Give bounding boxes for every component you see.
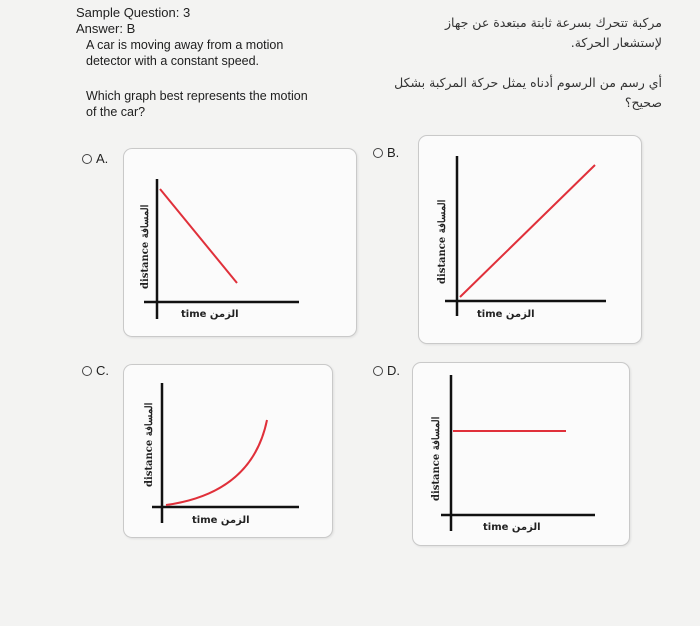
- option-c-graph: [124, 365, 332, 537]
- option-d-graph-card[interactable]: [412, 362, 630, 546]
- option-c-graph-card[interactable]: [123, 364, 333, 538]
- distance-time-curve: [460, 165, 595, 297]
- option-d-graph: [413, 363, 629, 545]
- option-b-label: B.: [387, 145, 400, 160]
- x-axis-label: time الزمن: [192, 515, 250, 526]
- x-axis-label: time الزمن: [483, 522, 541, 533]
- radio-icon[interactable]: [373, 366, 383, 376]
- distance-time-curve: [166, 420, 267, 505]
- option-a-radio[interactable]: [82, 151, 108, 166]
- radio-icon[interactable]: [82, 154, 92, 164]
- question-arabic-line2: لإستشعار الحركة.: [570, 35, 662, 50]
- question-text-line1: A car is moving away from a motion: [86, 38, 284, 52]
- radio-icon[interactable]: [82, 366, 92, 376]
- answer-label: Answer: B: [76, 21, 136, 36]
- option-a-label: A.: [96, 151, 109, 166]
- sample-question-label: Sample Question: 3: [76, 5, 191, 20]
- x-axis-label: time الزمن: [477, 309, 535, 320]
- option-a-graph: [124, 149, 356, 336]
- option-d-radio[interactable]: [373, 363, 400, 378]
- option-a-graph-card[interactable]: [123, 148, 357, 337]
- option-c-radio[interactable]: [82, 363, 109, 378]
- y-axis-label: distance المسافة: [437, 199, 448, 284]
- question-prompt-line1: Which graph best represents the motion: [86, 89, 308, 103]
- option-b-graph-card[interactable]: [418, 135, 642, 344]
- y-axis-label: distance المسافة: [144, 402, 155, 487]
- distance-time-curve: [160, 189, 237, 283]
- option-b-radio[interactable]: [373, 145, 399, 160]
- x-axis-label: time الزمن: [181, 309, 239, 320]
- question-arabic-prompt1: أي رسم من الرسوم أدناه يمثل حركة المركبة بشكل: [394, 75, 662, 90]
- radio-icon[interactable]: [373, 148, 383, 158]
- y-axis-label: distance المسافة: [140, 204, 151, 289]
- question-arabic-prompt2: صحيح؟: [624, 95, 662, 110]
- option-d-label: D.: [387, 363, 400, 378]
- question-text-line2: detector with a constant speed.: [86, 54, 260, 68]
- y-axis-label: distance المسافة: [431, 416, 442, 501]
- question-prompt-line2: of the car?: [86, 105, 146, 119]
- option-b-graph: [419, 136, 641, 343]
- option-c-label: C.: [96, 363, 109, 378]
- question-arabic-line1: مركبة تتحرك بسرعة ثابتة مبتعدة عن جهاز: [445, 15, 662, 30]
